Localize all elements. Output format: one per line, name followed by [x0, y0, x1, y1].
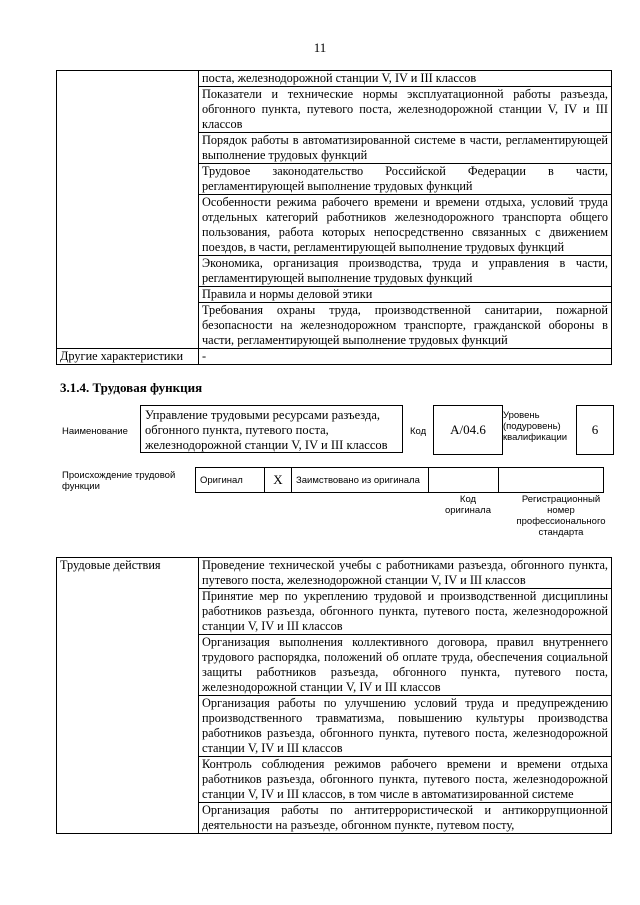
row-text: Контроль соблюдения режимов рабочего времени и времени отдыха работников разъезда, обгонного пункта, путевого поста, железнодорожной станции V, IV и III классов, в том числе в автоматизированной системе [199, 757, 612, 803]
row-text: Экономика, организация производства, труда и управления в части, регламентирующей выполнение трудовых функций [199, 256, 612, 287]
row-label: Трудовые действия [57, 558, 199, 834]
row-text: Правила и нормы деловой этики [199, 287, 612, 303]
table-row [57, 349, 612, 365]
level-value: 6 [576, 405, 614, 455]
row-text: Порядок работы в автоматизированной системе в части, регламентирующей выполнение трудовых функций [199, 133, 612, 164]
labor-actions-table [56, 557, 612, 834]
reg-number-label: Регистрационный номер профессионального стандарта [516, 494, 606, 538]
page-bottom-margin [0, 868, 640, 905]
row-text: Трудовое законодательство Российской Федерации в части, регламентирующей выполнение трудовых функций [199, 164, 612, 195]
function-code-value: A/04.6 [433, 405, 503, 455]
row-text: поста, железнодорожной станции V, IV и III классов [199, 71, 612, 87]
row-text: Показатели и технические нормы эксплуатационной работы разъезда, обгонного пункта, путевого поста, железнодорожной станции V, IV и III классов [199, 87, 612, 133]
row-text: Принятие мер по укреплению трудовой и производственной дисциплины работников разъезда, обгонного пункта, путевого поста, железнодорожной станции V, IV и III классов [199, 589, 612, 635]
origin-table [195, 467, 604, 493]
row-text: Организация выполнения коллективного договора, правил внутреннего трудового распорядка, положений об оплате труда, обеспечения социальной защиты работников разъезда, обгонного пункта, путевого поста, железнодорожной станции V, IV и III классов [199, 635, 612, 696]
table-row [57, 71, 612, 87]
table-row [57, 558, 612, 589]
page-number: 11 [313, 40, 327, 55]
origin-label: Происхождение трудовой функции [62, 470, 176, 492]
row-text: Требования охраны труда, производственной санитарии, пожарной безопасности на железнодорожном транспорте, гражданской обороны в части, регламентирующей выполнение трудовых функций [199, 303, 612, 349]
row-label [57, 71, 199, 349]
level-label: Уровень (подуровень) квалификации [503, 410, 568, 443]
reg-number-cell [499, 468, 604, 493]
row-label: Другие характеристики [57, 349, 199, 365]
knowledge-table [56, 70, 612, 365]
section-title: 3.1.4. Трудовая функция [60, 380, 203, 395]
row-text: Организация работы по антитеррористической и антикоррупционной деятельности на разъезде, обгонном пункте, путевом посту, [199, 803, 612, 834]
original-code-label: Код оригинала [444, 494, 491, 516]
row-text: Организация работы по улучшению условий труда и предупреждению производственного травматизма, повышению культуры производства работников разъезда, обгонного пункта, путевого поста, железнодорожной станции V, IV и III классов [199, 696, 612, 757]
table-row [196, 468, 604, 493]
row-text: - [199, 349, 612, 365]
original-mark: X [265, 468, 292, 493]
name-label: Наименование [62, 426, 128, 437]
row-text: Проведение технической учебы с работниками разъезда, обгонного пункта, путевого поста, железнодорожной станции V, IV и III классов [199, 558, 612, 589]
code-label: Код [410, 426, 427, 437]
original-code-cell [429, 468, 499, 493]
original-label: Оригинал [196, 468, 265, 493]
borrowed-label: Заимствовано из оригинала [292, 468, 429, 493]
row-text: Особенности режима рабочего времени и времени отдыха, условий труда отдельных категорий работников железнодорожного транспорта общего пользования, работа которых непосредственно связанных с движением поездов, в части, регламентирующей выполнение трудовых функций [199, 195, 612, 256]
function-name-value: Управление трудовыми ресурсами разъезда, обгонного пункта, путевого поста, железнодорожной станции V, IV и III классов [140, 405, 403, 453]
